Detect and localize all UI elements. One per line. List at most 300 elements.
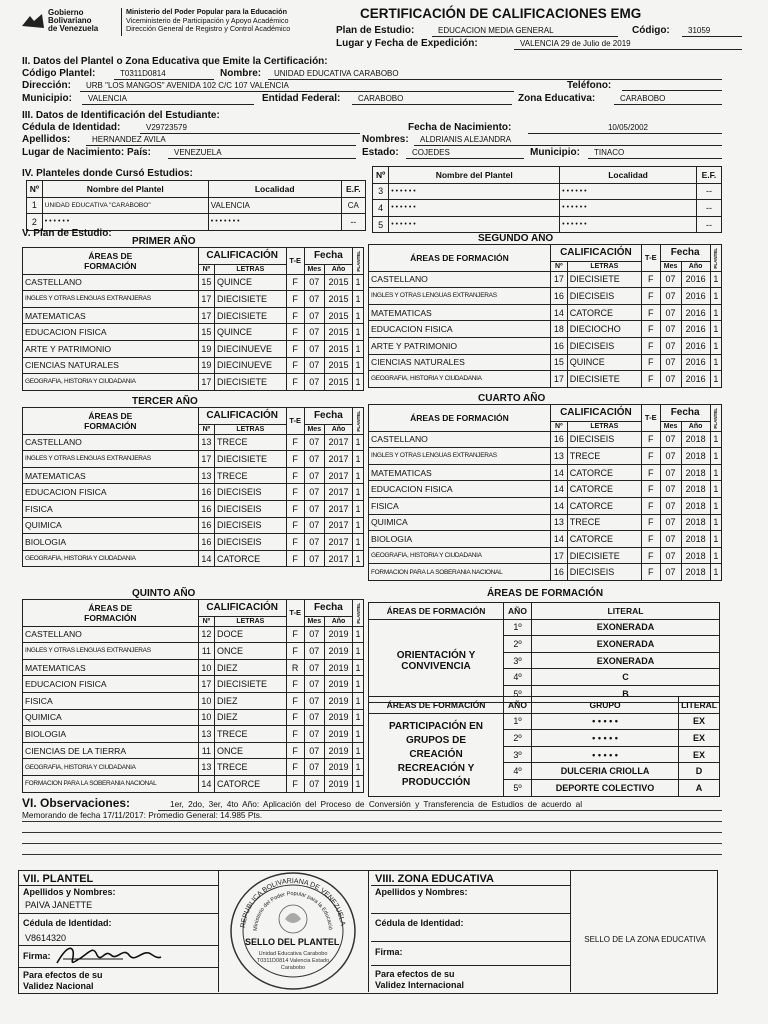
grade-letters: DIECISIETE	[215, 451, 287, 468]
year-title: CUARTO AÑO	[478, 393, 546, 404]
plan-value: EDUCACION MEDIA GENERAL	[432, 25, 618, 37]
month-value: 07	[304, 676, 324, 693]
month-value: 07	[304, 324, 324, 341]
month-value: 07	[660, 464, 681, 481]
month-value: 07	[304, 467, 324, 484]
month-value: 07	[660, 271, 681, 288]
grade-table	[22, 247, 364, 391]
col-areas: ÁREAS DE FORMACIÓN	[23, 248, 199, 275]
te-value: F	[286, 434, 304, 451]
te-value: F	[641, 371, 660, 388]
table-row	[23, 775, 364, 792]
grade-number: 12	[198, 626, 214, 643]
col-plantel: PLANTEL	[353, 248, 364, 275]
te-value: F	[641, 448, 660, 465]
cell: 3º	[504, 652, 532, 669]
codigo-plantel-value: T0311D0814	[114, 68, 214, 80]
fnac-label: Fecha de Nacimiento:	[408, 122, 512, 133]
efectos-label: Para efectos de su Validez Nacional	[23, 970, 103, 991]
plantel-value: 1	[710, 564, 721, 581]
area-name: CASTELLANO	[369, 431, 551, 448]
grade-letters: DIECISIETE	[567, 371, 641, 388]
col-num: Nº	[198, 616, 214, 626]
col-localidad: Localidad	[208, 181, 341, 198]
cell: • • • • • •	[560, 216, 697, 233]
grade-letters: TRECE	[215, 759, 287, 776]
year-value: 2018	[681, 464, 710, 481]
estado-label: Estado:	[362, 147, 399, 158]
lugar-nac-label: Lugar de Nacimiento: País:	[22, 147, 151, 158]
table-row	[23, 759, 364, 776]
plantel-value: 1	[353, 742, 364, 759]
cell: UNIDAD EDUCATIVA "CARABOBO"	[42, 197, 208, 214]
plantel-value: 1	[710, 321, 721, 338]
month-value: 07	[304, 340, 324, 357]
telefono-label: Teléfono:	[567, 80, 612, 91]
te-value: F	[641, 564, 660, 581]
grade-letters: TRECE	[215, 434, 287, 451]
plantel-value: 1	[710, 547, 721, 564]
grade-letters: TRECE	[215, 467, 287, 484]
month-value: 07	[304, 500, 324, 517]
month-value: 07	[304, 434, 324, 451]
participacion-table	[368, 696, 720, 797]
lugar-value: VALENCIA 29 de Julio de 2019	[514, 38, 742, 50]
col-areas: ÁREAS DE FORMACIÓN	[23, 600, 199, 627]
fnac-value: 10/05/2002	[528, 122, 722, 134]
year-value: 2016	[681, 337, 710, 354]
month-value: 07	[660, 564, 681, 581]
col-mes: Mes	[304, 424, 324, 434]
table-row	[23, 517, 364, 534]
area-name: INGLES Y OTRAS LENGUAS EXTRANJERAS	[23, 451, 199, 468]
codigo-plantel-label: Código Plantel:	[22, 68, 96, 79]
table-row	[23, 467, 364, 484]
area-name: MATEMATICAS	[23, 307, 199, 324]
col-te: T-E	[286, 408, 304, 435]
area-name: GEOGRAFIA, HISTORIA Y CIUDADANIA	[23, 759, 199, 776]
plantel-value: 1	[710, 481, 721, 498]
te-value: F	[286, 500, 304, 517]
grade-number: 16	[198, 517, 214, 534]
grade-letters: DOCE	[215, 626, 287, 643]
te-value: F	[641, 337, 660, 354]
table-row	[369, 354, 722, 371]
month-value: 07	[304, 643, 324, 660]
area-name: PARTICIPACIÓN EN GRUPOS DE CREACIÓN RECREACIÓN Y PRODUCCIÓN	[369, 713, 504, 796]
plantel-value: 1	[710, 531, 721, 548]
col-grupo: GRUPO	[532, 697, 679, 714]
apellidos-label: Apellidos y Nombres:	[23, 887, 116, 897]
col-calificacion: CALIFICACIÓN	[198, 408, 286, 425]
col-anio: Año	[324, 616, 352, 626]
col-ef: E.F.	[341, 181, 365, 198]
ministry-line: Ministerio del Poder Popular para la Educación	[126, 7, 287, 16]
col-nombre: Nombre del Plantel	[42, 181, 208, 198]
te-value: F	[286, 517, 304, 534]
firma-label: Firma:	[375, 947, 403, 957]
year-value: 2018	[681, 497, 710, 514]
grade-letters: DIECISIETE	[567, 547, 641, 564]
area-name: CIENCIAS NATURALES	[369, 354, 551, 371]
zona-value: CARABOBO	[614, 93, 722, 105]
grade-letters: DIECISIETE	[567, 271, 641, 288]
te-value: F	[641, 547, 660, 564]
table-row	[27, 197, 366, 214]
plantel-value: 1	[710, 371, 721, 388]
te-value: F	[286, 676, 304, 693]
col-areas: ÁREAS DE FORMACIÓN	[369, 603, 504, 620]
table-row	[23, 484, 364, 501]
table-row	[23, 357, 364, 374]
month-value: 07	[304, 550, 324, 567]
apellidos-label: Apellidos y Nombres:	[375, 887, 468, 897]
col-fecha: Fecha	[304, 600, 352, 617]
year-value: 2015	[324, 374, 352, 391]
year-value: 2016	[681, 371, 710, 388]
cedula-value: V8614320	[25, 933, 67, 943]
cell: 2º	[504, 730, 532, 747]
plantel-value: 1	[353, 692, 364, 709]
month-value: 07	[304, 517, 324, 534]
te-value: F	[641, 304, 660, 321]
grade-letters: CATORCE	[567, 497, 641, 514]
grade-table	[368, 404, 722, 581]
col-num: Nº	[373, 167, 389, 184]
col-plantel: PLANTEL	[710, 245, 721, 272]
area-name: CASTELLANO	[369, 271, 551, 288]
table-row	[369, 531, 722, 548]
month-value: 07	[660, 497, 681, 514]
month-value: 07	[304, 291, 324, 308]
cell: 4	[373, 200, 389, 217]
month-value: 07	[304, 742, 324, 759]
table-row	[369, 337, 722, 354]
apellidos-value: HERNANDEZ AVILA	[86, 134, 356, 146]
col-te: T-E	[286, 600, 304, 627]
logo-line: de Venezuela	[48, 24, 99, 33]
grade-letters: CATORCE	[215, 775, 287, 792]
te-value: F	[641, 497, 660, 514]
area-name: BIOLOGIA	[23, 726, 199, 743]
plantel-value: 1	[353, 517, 364, 534]
te-value: F	[286, 340, 304, 357]
estudiante-section	[22, 110, 722, 162]
grade-number: 17	[550, 371, 567, 388]
year-value: 2017	[324, 534, 352, 551]
year-value: 2019	[324, 692, 352, 709]
table-row	[23, 374, 364, 391]
te-value: F	[286, 692, 304, 709]
area-name: INGLES Y OTRAS LENGUAS EXTRANJERAS	[369, 288, 551, 305]
grade-letters: DIECISEIS	[567, 564, 641, 581]
area-name: ARTE Y PATRIMONIO	[369, 337, 551, 354]
efectos-label: Para efectos de su Validez Internacional	[375, 969, 465, 990]
year-value: 2019	[324, 742, 352, 759]
area-name: ORIENTACIÓN Y CONVIVENCIA	[369, 619, 504, 702]
year-value: 2018	[681, 431, 710, 448]
year-value: 2015	[324, 340, 352, 357]
cell: DEPORTE COLECTIVO	[532, 779, 679, 796]
te-value: F	[286, 550, 304, 567]
cedula-value: V29723579	[140, 122, 360, 134]
month-value: 07	[304, 451, 324, 468]
cell: • • • • • •	[560, 183, 697, 200]
grade-number: 18	[550, 321, 567, 338]
area-name: GEOGRAFIA, HISTORIA Y CIUDADANIA	[369, 547, 551, 564]
cell: EX	[679, 746, 720, 763]
grade-letters: QUINCE	[567, 354, 641, 371]
te-value: F	[641, 531, 660, 548]
te-value: F	[286, 484, 304, 501]
table-row	[369, 271, 722, 288]
ministry-line: Viceministerio de Participación y Apoyo Académico	[126, 15, 289, 25]
grade-letters: CATORCE	[567, 464, 641, 481]
plantel-value: 1	[353, 451, 364, 468]
table-row	[23, 626, 364, 643]
plantel-value: 1	[353, 324, 364, 341]
stamp-text-bottom: Unidad Educativa Carabobo T0311D0814 Valencia Estado Carabobo	[256, 951, 330, 971]
table-row	[373, 183, 722, 200]
year-value: 2017	[324, 451, 352, 468]
te-value: F	[286, 759, 304, 776]
plantel-value: 1	[353, 374, 364, 391]
grade-letters: DIECISEIS	[215, 534, 287, 551]
table-row	[23, 274, 364, 291]
grade-letters: DIECISIETE	[215, 676, 287, 693]
table-row	[23, 742, 364, 759]
cell: C	[532, 669, 720, 686]
cell: • • • • • • •	[208, 214, 341, 231]
cell: 5	[373, 216, 389, 233]
month-value: 07	[304, 307, 324, 324]
plantel-value: 1	[353, 274, 364, 291]
nombres-value: ALDRIANIS ALEJANDRA	[414, 134, 722, 146]
area-name: BIOLOGIA	[369, 531, 551, 548]
te-value: F	[641, 431, 660, 448]
grade-letters: TRECE	[215, 726, 287, 743]
col-mes: Mes	[304, 264, 324, 274]
municipio-value: TINACO	[588, 147, 722, 159]
cell: B	[532, 685, 720, 702]
year-value: 2018	[681, 514, 710, 531]
grade-number: 16	[198, 534, 214, 551]
table-row	[369, 514, 722, 531]
cedula-label: Cédula de Identidad:	[23, 918, 112, 928]
ministry-line: Dirección General de Registro y Control Académico	[126, 24, 291, 33]
cell: • • • • • •	[389, 183, 560, 200]
grade-number: 15	[198, 324, 214, 341]
grade-number: 17	[198, 451, 214, 468]
plantel-value: 1	[353, 434, 364, 451]
table-row	[369, 481, 722, 498]
month-value: 07	[660, 288, 681, 305]
month-value: 07	[660, 371, 681, 388]
cell: 2	[27, 214, 43, 231]
cell: EXONERADA	[532, 636, 720, 653]
col-localidad: Localidad	[560, 167, 697, 184]
area-name: CASTELLANO	[23, 274, 199, 291]
te-value: F	[286, 726, 304, 743]
col-num: Nº	[198, 424, 214, 434]
month-value: 07	[304, 692, 324, 709]
cedula-label: Cédula de Identidad:	[22, 122, 121, 133]
firma-label: Firma:	[23, 951, 51, 961]
year-value: 2019	[324, 659, 352, 676]
year-value: 2019	[324, 726, 352, 743]
year-block-2	[368, 233, 722, 388]
plantel-title: VII. PLANTEL	[23, 873, 94, 885]
lugar-label: Lugar y Fecha de Expedición:	[336, 38, 478, 49]
cell: 5º	[504, 779, 532, 796]
grade-number: 19	[198, 340, 214, 357]
grade-letters: DIEZ	[215, 709, 287, 726]
grade-number: 17	[198, 676, 214, 693]
lugar-nac-value: VENEZUELA	[168, 147, 356, 159]
col-num: Nº	[550, 261, 567, 271]
grade-letters: DIECISIETE	[215, 307, 287, 324]
col-mes: Mes	[660, 421, 681, 431]
entidad-value: CARABOBO	[352, 93, 512, 105]
col-mes: Mes	[660, 261, 681, 271]
grade-number: 14	[550, 464, 567, 481]
entidad-label: Entidad Federal:	[262, 93, 341, 104]
month-value: 07	[660, 431, 681, 448]
area-name: FORMACION PARA LA SOBERANIA NACIONAL	[369, 564, 551, 581]
col-te: T-E	[641, 405, 660, 432]
table-row	[373, 200, 722, 217]
table-row	[369, 371, 722, 388]
area-name: INGLES Y OTRAS LENGUAS EXTRANJERAS	[369, 448, 551, 465]
area-name: GEOGRAFIA, HISTORIA Y CIUDADANIA	[23, 374, 199, 391]
col-anio: Año	[324, 264, 352, 274]
col-anio: AÑO	[504, 697, 532, 714]
grade-letters: DIECISEIS	[215, 517, 287, 534]
section-title: II. Datos del Plantel o Zona Educativa que Emite la Certificación:	[22, 56, 328, 67]
codigo-label: Código:	[632, 25, 670, 36]
table-row	[23, 534, 364, 551]
grade-number: 17	[198, 374, 214, 391]
month-value: 07	[304, 726, 324, 743]
grade-number: 11	[198, 643, 214, 660]
col-anio: Año	[681, 421, 710, 431]
cell: --	[696, 216, 721, 233]
grade-number: 14	[550, 481, 567, 498]
col-num: Nº	[198, 264, 214, 274]
year-value: 2016	[681, 321, 710, 338]
month-value: 07	[304, 534, 324, 551]
year-block-1	[22, 236, 364, 391]
grade-number: 11	[198, 742, 214, 759]
area-name: QUIMICA	[23, 709, 199, 726]
plantel-value: 1	[710, 514, 721, 531]
grade-letters: CATORCE	[567, 481, 641, 498]
month-value: 07	[660, 547, 681, 564]
table-row	[373, 216, 722, 233]
te-value: F	[641, 354, 660, 371]
te-value: F	[286, 775, 304, 792]
area-name: EDUCACION FISICA	[23, 676, 199, 693]
year-value: 2015	[324, 324, 352, 341]
col-fecha: Fecha	[660, 405, 710, 422]
grade-number: 19	[198, 357, 214, 374]
observaciones-label: VI. Observaciones:	[22, 796, 131, 810]
area-name: INGLES Y OTRAS LENGUAS EXTRANJERAS	[23, 291, 199, 308]
cell: DULCERIA CRIOLLA	[532, 763, 679, 780]
te-value: F	[286, 307, 304, 324]
year-value: 2019	[324, 626, 352, 643]
year-value: 2017	[324, 517, 352, 534]
stamp-text-top: REPUBLICA BOLIVARIANA DE VENEZUELA	[240, 877, 346, 929]
year-value: 2018	[681, 481, 710, 498]
cell: 3	[373, 183, 389, 200]
col-fecha: Fecha	[660, 245, 710, 262]
year-title: QUINTO AÑO	[132, 588, 196, 599]
month-value: 07	[304, 775, 324, 792]
grade-letters: DIECISIETE	[215, 374, 287, 391]
year-value: 2017	[324, 550, 352, 567]
year-value: 2017	[324, 467, 352, 484]
table-row	[369, 564, 722, 581]
col-calificacion: CALIFICACIÓN	[550, 405, 641, 422]
table-row	[369, 288, 722, 305]
cell: --	[341, 214, 365, 231]
year-block-5	[22, 588, 364, 793]
month-value: 07	[304, 374, 324, 391]
area-name: EDUCACION FISICA	[23, 484, 199, 501]
telefono-value	[622, 80, 722, 91]
month-value: 07	[660, 304, 681, 321]
area-name: QUIMICA	[23, 517, 199, 534]
year-value: 2017	[324, 434, 352, 451]
plantel-value: 1	[353, 357, 364, 374]
cell: CA	[341, 197, 365, 214]
year-value: 2019	[324, 759, 352, 776]
year-title: SEGUNDO AÑO	[478, 233, 554, 244]
plantel-value: 1	[710, 288, 721, 305]
table-row	[23, 324, 364, 341]
col-letras: LETRAS	[215, 264, 287, 274]
area-name: MATEMATICAS	[23, 659, 199, 676]
col-areas: ÁREAS DE FORMACIÓN	[369, 697, 504, 714]
plantel-value: 1	[353, 759, 364, 776]
plantel-value: 1	[710, 304, 721, 321]
plantel-value: 1	[710, 448, 721, 465]
table-row	[23, 434, 364, 451]
month-value: 07	[660, 531, 681, 548]
plantel-section	[22, 56, 722, 108]
grade-letters: CATORCE	[567, 304, 641, 321]
area-name: EDUCACION FISICA	[369, 321, 551, 338]
grade-table	[22, 599, 364, 793]
grade-letters: DIECISEIS	[567, 288, 641, 305]
header	[18, 6, 753, 54]
col-letras: LETRAS	[215, 616, 287, 626]
plan-label: Plan de Estudio:	[336, 25, 415, 36]
grade-number: 16	[550, 431, 567, 448]
table-row	[23, 726, 364, 743]
month-value: 07	[304, 759, 324, 776]
area-name: INGLES Y OTRAS LENGUAS EXTRANJERAS	[23, 643, 199, 660]
grade-number: 10	[198, 709, 214, 726]
sello-label: SELLO DEL PLANTEL	[245, 937, 340, 947]
year-value: 2016	[681, 271, 710, 288]
grade-letters: DIECISIETE	[215, 291, 287, 308]
grade-letters: DIEZ	[215, 659, 287, 676]
te-value: F	[286, 467, 304, 484]
cell: 1º	[504, 713, 532, 730]
col-letras: LETRAS	[567, 261, 641, 271]
